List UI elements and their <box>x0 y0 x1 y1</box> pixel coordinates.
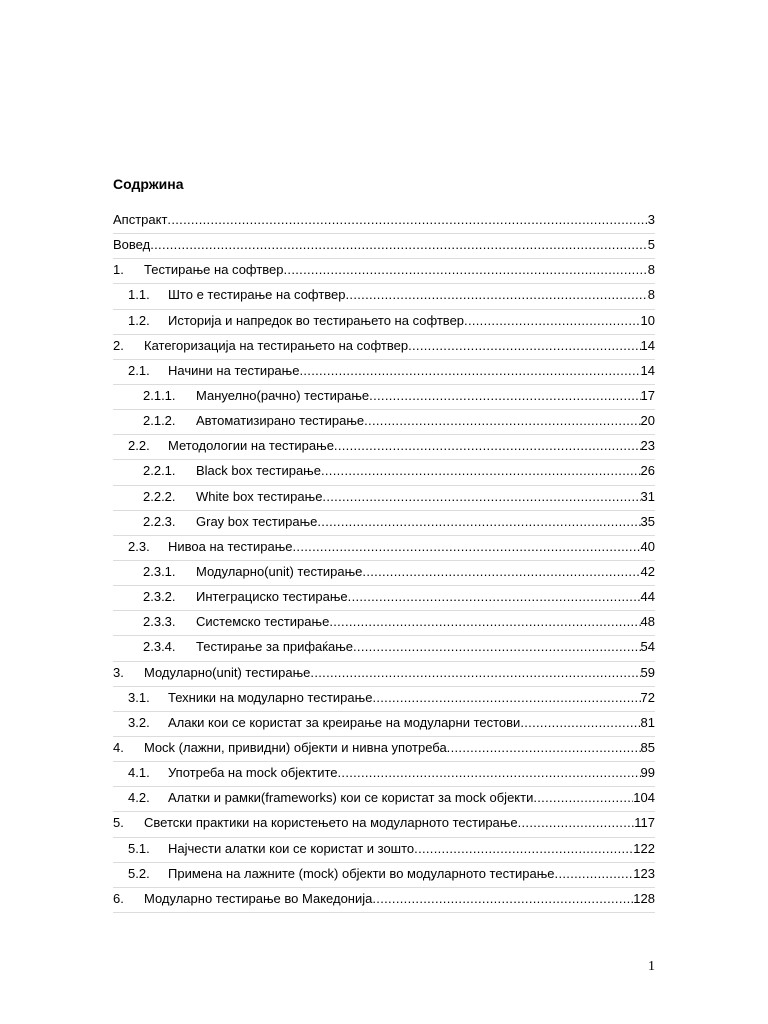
toc-entry-number: 5. <box>113 815 124 831</box>
toc-entry-title: Алатки и рамки(frameworks) кои се користат за mock објекти <box>168 790 534 806</box>
dot-leader <box>346 284 648 305</box>
toc-entry-title: Најчести алатки кои се користат и зошто <box>168 840 415 856</box>
dot-leader <box>408 335 640 356</box>
toc-entry[interactable] <box>113 511 655 536</box>
toc-entry[interactable] <box>113 611 655 636</box>
toc-entry-number: 4.1. <box>128 765 150 781</box>
toc-entry-page: 17 <box>640 387 655 403</box>
toc-entry-page: 59 <box>640 664 655 680</box>
toc-entry-title: Светски практики на користењето на модуларното тестирање <box>144 815 518 831</box>
toc-entry[interactable] <box>113 712 655 737</box>
toc-entry-page: 54 <box>640 639 655 655</box>
toc-entry-title: Black box тестирање <box>196 463 321 479</box>
toc-entry-number: 4. <box>113 739 124 755</box>
toc-entry[interactable] <box>113 812 655 837</box>
toc-entry-page: 31 <box>640 488 655 504</box>
toc-entry-title: Нивоа на тестирање <box>168 538 293 554</box>
toc-entry-number: 2.2.1. <box>143 463 176 479</box>
toc-entry-title: Тестирање за прифаќање <box>196 639 353 655</box>
toc-entry-title: Автоматизирано тестирање <box>196 413 365 429</box>
dot-leader <box>284 259 648 280</box>
toc-entry-number: 1. <box>113 262 124 278</box>
toc-entry[interactable] <box>113 410 655 435</box>
toc-entry-number: 2.3. <box>128 538 150 554</box>
toc-entry-page: 44 <box>640 589 655 605</box>
toc-entry-number: 3.1. <box>128 689 150 705</box>
dot-leader <box>348 586 641 607</box>
toc-entry[interactable] <box>113 787 655 812</box>
toc-entry-title: Gray box тестирање <box>196 513 318 529</box>
toc-entry[interactable] <box>113 284 655 309</box>
toc-entry-page: 8 <box>647 287 655 303</box>
toc-entry-title: Mock (лажни, привидни) објекти и нивна употреба <box>144 739 447 755</box>
toc-entry-page: 20 <box>640 413 655 429</box>
toc-entry-number: 2.3.1. <box>143 563 176 579</box>
toc-entry-page: 42 <box>640 563 655 579</box>
dot-leader <box>533 787 633 808</box>
toc-entry[interactable] <box>113 460 655 485</box>
toc-heading: Содржина <box>113 176 184 192</box>
dot-leader <box>299 360 640 381</box>
table-of-contents <box>113 209 655 913</box>
dot-leader <box>369 385 640 406</box>
toc-entry-number: 5.1. <box>128 840 150 856</box>
toc-entry-number: 2.1.2. <box>143 413 176 429</box>
toc-entry-page: 14 <box>640 337 655 353</box>
toc-entry-title: Алаки кои се користат за креирање на модуларни тестови <box>168 714 521 730</box>
dot-leader <box>372 888 633 909</box>
toc-entry-title: Модуларно(unit) тестирање <box>196 563 363 579</box>
toc-entry-number: 2. <box>113 337 124 353</box>
toc-entry-page: 117 <box>634 815 655 831</box>
dot-leader <box>364 410 640 431</box>
toc-entry-number: 2.2. <box>128 438 150 454</box>
toc-entry-page: 23 <box>640 438 655 454</box>
toc-entry-number: 2.3.3. <box>143 614 176 630</box>
toc-entry[interactable] <box>113 662 655 687</box>
toc-entry-page: 72 <box>640 689 655 705</box>
toc-entry[interactable] <box>113 737 655 762</box>
dot-leader <box>293 536 641 557</box>
toc-entry-page: 14 <box>640 362 655 378</box>
dot-leader <box>167 209 647 230</box>
toc-entry[interactable] <box>113 888 655 913</box>
toc-entry-title: Модуларно(unit) тестирање <box>144 664 311 680</box>
toc-entry-page: 104 <box>633 790 655 806</box>
toc-entry-number: 2.1.1. <box>143 387 176 403</box>
toc-entry-number: 3.2. <box>128 714 150 730</box>
dot-leader <box>518 812 635 833</box>
dot-leader <box>150 234 648 255</box>
toc-entry-number: 3. <box>113 664 124 680</box>
toc-entry-page: 85 <box>640 739 655 755</box>
toc-entry-page: 48 <box>640 614 655 630</box>
toc-entry-title: Мануелно(рачно) тестирање <box>196 387 370 403</box>
dot-leader <box>520 712 640 733</box>
toc-entry-title: Употреба на mock објектите <box>168 765 338 781</box>
toc-entry-number: 6. <box>113 890 124 906</box>
dot-leader <box>322 486 640 507</box>
toc-entry[interactable] <box>113 335 655 360</box>
toc-entry-page: 123 <box>633 865 655 881</box>
toc-entry-title: Историја и напредок во тестирањето на софтвер <box>168 312 465 328</box>
toc-entry[interactable] <box>113 209 655 234</box>
toc-entry-number: 4.2. <box>128 790 150 806</box>
toc-entry-page: 8 <box>647 262 655 278</box>
toc-entry-page: 40 <box>640 538 655 554</box>
toc-entry[interactable] <box>113 360 655 385</box>
toc-entry[interactable] <box>113 762 655 787</box>
dot-leader <box>447 737 641 758</box>
toc-entry-number: 2.2.2. <box>143 488 176 504</box>
toc-entry-title: Методологии на тестирање <box>168 438 334 454</box>
toc-entry[interactable] <box>113 863 655 888</box>
toc-entry[interactable] <box>113 435 655 460</box>
toc-entry[interactable] <box>113 259 655 284</box>
dot-leader <box>310 662 640 683</box>
toc-entry[interactable] <box>113 536 655 561</box>
toc-entry[interactable] <box>113 385 655 410</box>
toc-entry-number: 2.3.4. <box>143 639 176 655</box>
toc-entry-title: Категоризација на тестирањето на софтвер <box>144 337 409 353</box>
toc-entry-title: Системско тестирање <box>196 614 330 630</box>
dot-leader <box>334 435 641 456</box>
toc-entry-page: 128 <box>633 890 655 906</box>
page-number: 1 <box>648 959 655 974</box>
toc-entry-number: 1.1. <box>128 287 150 303</box>
toc-entry-page: 35 <box>640 513 655 529</box>
dot-leader <box>372 687 640 708</box>
toc-entry-number: 1.2. <box>128 312 150 328</box>
toc-entry-page: 26 <box>640 463 655 479</box>
toc-entry-page: 122 <box>633 840 655 856</box>
toc-entry[interactable] <box>113 234 655 259</box>
toc-entry[interactable] <box>113 561 655 586</box>
dot-leader <box>321 460 641 481</box>
toc-entry-number: 5.2. <box>128 865 150 881</box>
dot-leader <box>329 611 640 632</box>
toc-entry-number: 2.3.2. <box>143 589 176 605</box>
toc-entry[interactable] <box>113 310 655 335</box>
toc-entry-page: 99 <box>640 765 655 781</box>
dot-leader <box>353 636 641 657</box>
toc-entry-title: Интеграциско тестирање <box>196 589 348 605</box>
toc-entry-page: 3 <box>647 212 655 227</box>
toc-entry-number: 2.1. <box>128 362 150 378</box>
toc-entry-title: Примена на лажните (mock) објекти во модуларното тестирање <box>168 865 555 881</box>
toc-entry-title: Техники на модуларно тестирање <box>168 689 373 705</box>
toc-entry-title: Тестирање на софтвер <box>144 262 284 278</box>
dot-leader <box>317 511 640 532</box>
dot-leader <box>414 838 633 859</box>
toc-entry-title: Апстракт <box>113 212 168 227</box>
toc-entry-page: 81 <box>640 714 655 730</box>
toc-entry-title: Вовед <box>113 237 151 253</box>
toc-entry-title: Модуларно тестирање во Македонија <box>144 890 373 906</box>
toc-entry-number: 2.2.3. <box>143 513 176 529</box>
dot-leader <box>464 310 641 331</box>
toc-entry[interactable] <box>113 486 655 511</box>
toc-entry[interactable] <box>113 687 655 712</box>
toc-entry-page: 10 <box>640 312 655 328</box>
toc-entry[interactable] <box>113 838 655 863</box>
dot-leader <box>338 762 641 783</box>
toc-entry-title: Што е тестирање на софтвер <box>168 287 346 303</box>
toc-entry-title: Начини на тестирање <box>168 362 300 378</box>
toc-entry-page: 5 <box>647 237 655 253</box>
toc-entry[interactable] <box>113 636 655 661</box>
dot-leader <box>362 561 640 582</box>
toc-entry-title: White box тестирање <box>196 488 323 504</box>
toc-entry[interactable] <box>113 586 655 611</box>
dot-leader <box>555 863 634 884</box>
